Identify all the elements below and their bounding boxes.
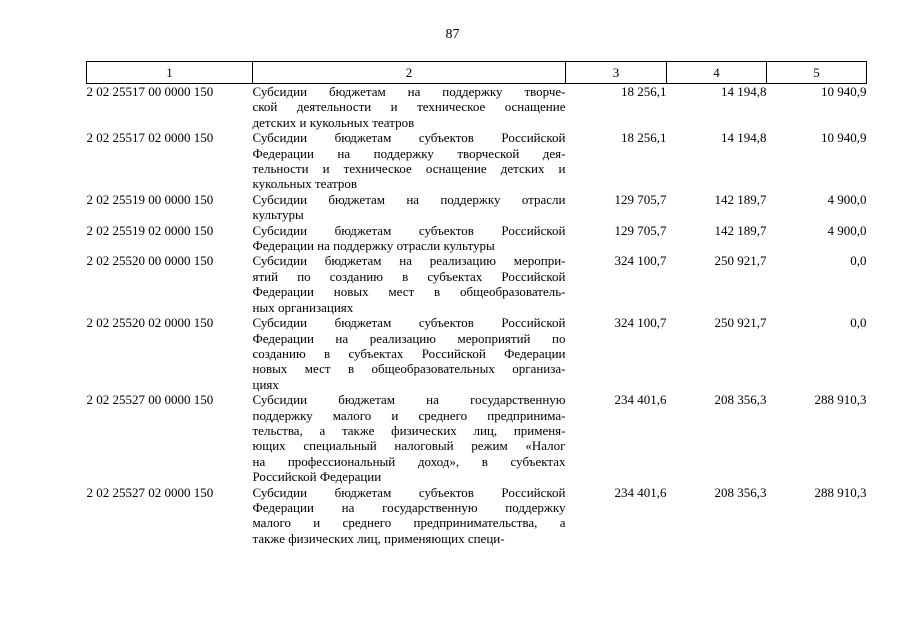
description-line: Российской Федерации [252, 469, 382, 485]
amount-col-5: 10 940,9 [821, 130, 867, 146]
description-line: новых мест в общеобразовательных организа- [252, 361, 566, 377]
description-line: ных организациях [252, 299, 354, 315]
description-line: циях [252, 376, 279, 392]
amount-col-3: 234 401,6 [614, 484, 667, 500]
description-line: Субсидии бюджетам на государственную [252, 392, 566, 408]
amount-col-5: 0,0 [850, 253, 867, 269]
table-row [87, 223, 867, 254]
amount-col-4: 142 189,7 [714, 191, 767, 207]
amount-col-5: 288 910,3 [814, 484, 867, 500]
description-line: на профессиональный доход», в субъектах [252, 453, 566, 469]
budget-code: 2 02 25517 00 0000 150 [86, 84, 214, 99]
page-number: 87 [445, 27, 460, 42]
budget-code: 2 02 25519 00 0000 150 [86, 191, 214, 207]
description-line: кукольных театров [252, 176, 357, 192]
income-description [253, 485, 566, 547]
budget-code: 2 02 25520 02 0000 150 [86, 315, 214, 331]
amount-col-4: 250 921,7 [714, 315, 767, 331]
description-line: тельности и техническое оснащение детских и [252, 161, 566, 177]
description-line: Субсидии бюджетам на поддержку отрасли [252, 191, 566, 207]
amount-col-3: 18 256,1 [621, 84, 667, 99]
amount-col-4: 208 356,3 [714, 392, 767, 408]
amount-col-5: 4 900,0 [827, 222, 867, 238]
amount-col-4: 208 356,3 [714, 484, 767, 500]
amount-col-3: 234 401,6 [614, 392, 667, 408]
description-line: Субсидии бюджетам субъектов Российской [252, 315, 566, 331]
description-line: Субсидии бюджетам на поддержку творче- [252, 84, 566, 99]
amount-col-4: 14 194,8 [721, 84, 767, 99]
table-row [87, 485, 867, 547]
budget-code: 2 02 25517 02 0000 150 [86, 130, 214, 146]
description-line: ской деятельности и техническое оснащение [252, 99, 566, 115]
budget-code: 2 02 25520 00 0000 150 [86, 253, 214, 269]
income-description [253, 392, 566, 484]
description-line: Субсидии бюджетам субъектов Российской [252, 222, 566, 238]
amount-col-3: 129 705,7 [614, 222, 667, 238]
description-line: Федерации на государственную поддержку [252, 499, 566, 515]
table-row [87, 392, 867, 484]
table-row [87, 253, 867, 315]
amount-col-5: 0,0 [850, 315, 867, 331]
amount-col-3: 324 100,7 [614, 315, 667, 331]
amount-col-4: 14 194,8 [721, 130, 767, 146]
income-description [253, 192, 566, 223]
description-line: Субсидии бюджетам на реализацию меропри- [252, 253, 566, 269]
description-line: Субсидии бюджетам субъектов Российской [252, 484, 566, 500]
column-header-4: 4 [667, 62, 767, 84]
amount-col-3: 18 256,1 [621, 130, 667, 146]
amount-col-5: 10 940,9 [821, 84, 867, 99]
column-header-5: 5 [767, 62, 867, 84]
table-row [87, 315, 867, 392]
amount-col-5: 4 900,0 [827, 191, 867, 207]
table-row [87, 130, 867, 192]
description-line: малого и среднего предпринимательства, а [252, 515, 566, 531]
description-line: Федерации на реализацию мероприятий по [252, 330, 566, 346]
amount-col-4: 250 921,7 [714, 253, 767, 269]
income-description [253, 130, 566, 192]
table-row [87, 84, 867, 131]
amount-col-3: 129 705,7 [614, 191, 667, 207]
budget-code: 2 02 25519 02 0000 150 [86, 222, 214, 238]
column-header-2: 2 [253, 62, 566, 84]
description-line: детских и кукольных театров [252, 114, 415, 130]
amount-col-3: 324 100,7 [614, 253, 667, 269]
amount-col-4: 142 189,7 [714, 222, 767, 238]
amount-col-5: 288 910,3 [814, 392, 867, 408]
description-line: также физических лиц, применяющих специ- [252, 530, 505, 546]
income-description [253, 223, 566, 254]
description-line: Федерации новых мест в общеобразователь- [252, 284, 566, 300]
budget-table [86, 61, 867, 546]
description-line: ющих специальный налоговый режим «Налог [252, 438, 566, 454]
description-line: Субсидии бюджетам субъектов Российской [252, 130, 566, 146]
budget-code: 2 02 25527 02 0000 150 [86, 484, 214, 500]
column-header-1: 1 [87, 62, 253, 84]
budget-code: 2 02 25527 00 0000 150 [86, 392, 214, 408]
description-line: созданию в субъектах Российской Федерации [252, 345, 566, 361]
header-row [87, 62, 867, 84]
description-line: Федерации на поддержку творческой дея- [252, 145, 566, 161]
table-row [87, 192, 867, 223]
column-header-3: 3 [566, 62, 667, 84]
income-description [253, 84, 566, 131]
description-line: ятий по созданию в субъектах Российской [252, 268, 566, 284]
description-line: поддержку малого и среднего предпринима- [252, 407, 566, 423]
description-line: Федерации на поддержку отрасли культуры [252, 238, 495, 254]
description-line: тельства, а также физических лиц, применя- [252, 422, 566, 438]
income-description [253, 253, 566, 315]
income-description [253, 315, 566, 392]
description-line: культуры [252, 207, 304, 223]
